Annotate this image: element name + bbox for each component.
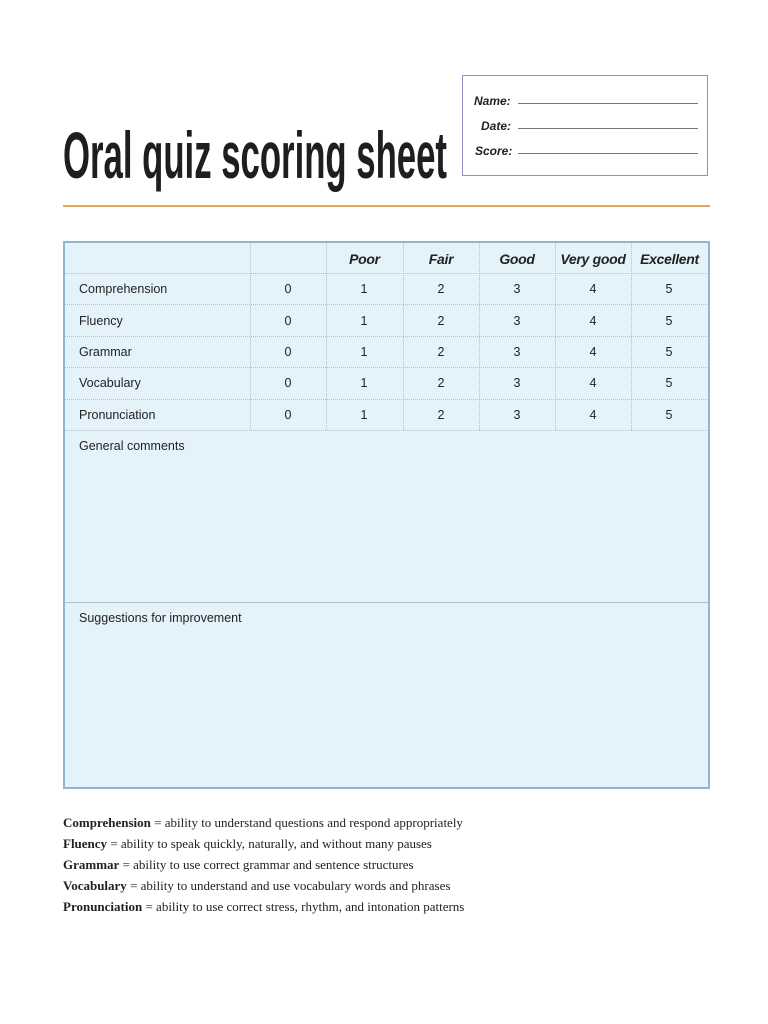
score-cell[interactable]: 3 <box>513 376 521 390</box>
score-row <box>475 138 512 158</box>
date-label: Date: <box>481 119 512 133</box>
name-row <box>474 88 511 108</box>
suggestions-label: Suggestions for improvement <box>79 611 242 625</box>
score-cell[interactable]: 1 <box>360 345 368 359</box>
definition-term: Pronunciation <box>63 899 143 914</box>
col-header-good: Good <box>499 251 535 267</box>
score-cell[interactable]: 1 <box>360 282 368 296</box>
score-cell[interactable]: 2 <box>437 345 445 359</box>
suggestions-area[interactable] <box>65 602 708 787</box>
definition-term: Vocabulary <box>63 878 127 893</box>
col-header-excellent: Excellent <box>640 251 699 267</box>
row-label-vocabulary: Vocabulary <box>79 376 141 390</box>
definition-comprehension <box>63 812 703 833</box>
score-label: Score: <box>475 144 513 158</box>
date-row <box>481 113 511 133</box>
score-cell[interactable]: 5 <box>665 282 673 296</box>
definition-text: = ability to understand questions and respond appropriately <box>150 815 463 830</box>
definition-text: = ability to understand and use vocabulary words and phrases <box>126 878 451 893</box>
score-cell[interactable]: 4 <box>589 376 597 390</box>
page-title <box>63 108 463 198</box>
definition-fluency <box>63 833 703 854</box>
row-label-comprehension: Comprehension <box>79 282 168 296</box>
score-cell[interactable]: 5 <box>665 376 673 390</box>
score-cell[interactable]: 2 <box>437 314 445 328</box>
definition-term: Grammar <box>63 857 120 872</box>
score-cell[interactable]: 0 <box>284 408 292 422</box>
grid-line <box>65 336 708 337</box>
scoring-table <box>63 241 710 789</box>
definition-pronunciation <box>63 896 703 917</box>
score-cell[interactable]: 5 <box>665 314 673 328</box>
general-comments-label: General comments <box>79 439 185 453</box>
score-cell[interactable]: 0 <box>284 314 292 328</box>
definition-text: = ability to use correct grammar and sentence structures <box>119 857 414 872</box>
grid-line <box>65 399 708 400</box>
score-cell[interactable]: 3 <box>513 314 521 328</box>
score-cell[interactable]: 5 <box>665 408 673 422</box>
score-line[interactable] <box>518 153 698 154</box>
grid-line <box>65 304 708 305</box>
definition-grammar <box>63 854 703 875</box>
score-cell[interactable]: 3 <box>513 345 521 359</box>
score-cell[interactable]: 2 <box>437 408 445 422</box>
score-cell[interactable]: 4 <box>589 345 597 359</box>
score-cell[interactable]: 0 <box>284 345 292 359</box>
score-cell[interactable]: 3 <box>513 408 521 422</box>
row-label-fluency: Fluency <box>79 314 123 328</box>
definition-vocabulary <box>63 875 703 896</box>
definition-text: = ability to speak quickly, naturally, and without many pauses <box>107 836 432 851</box>
page-title-graphic <box>63 108 463 198</box>
divider-rule <box>63 205 710 207</box>
score-cell[interactable]: 3 <box>513 282 521 296</box>
grid-line <box>65 273 708 274</box>
score-cell[interactable]: 4 <box>589 282 597 296</box>
student-info-box <box>462 75 708 176</box>
score-cell[interactable]: 2 <box>437 282 445 296</box>
definition-term: Fluency <box>63 836 108 851</box>
row-label-grammar: Grammar <box>79 345 132 359</box>
score-cell[interactable]: 4 <box>589 314 597 328</box>
score-cell[interactable]: 1 <box>360 408 368 422</box>
name-label: Name: <box>474 94 511 108</box>
grid-line <box>65 367 708 368</box>
page-title-text: Oral quiz scoring sheet <box>63 118 448 192</box>
score-cell[interactable]: 1 <box>360 314 368 328</box>
definitions-list <box>63 812 703 917</box>
col-header-poor: Poor <box>349 251 380 267</box>
general-comments-area[interactable] <box>65 430 708 602</box>
date-line[interactable] <box>518 128 698 129</box>
score-cell[interactable]: 2 <box>437 376 445 390</box>
score-cell[interactable]: 0 <box>284 282 292 296</box>
definition-term: Comprehension <box>63 815 151 830</box>
score-cell[interactable]: 1 <box>360 376 368 390</box>
name-line[interactable] <box>518 103 698 104</box>
col-header-very-good: Very good <box>560 251 626 267</box>
row-label-pronunciation: Pronunciation <box>79 408 156 422</box>
score-cell[interactable]: 4 <box>589 408 597 422</box>
definition-text: = ability to use correct stress, rhythm, and intonation patterns <box>142 899 465 914</box>
score-cell[interactable]: 0 <box>284 376 292 390</box>
score-cell[interactable]: 5 <box>665 345 673 359</box>
col-header-fair: Fair <box>428 251 454 267</box>
